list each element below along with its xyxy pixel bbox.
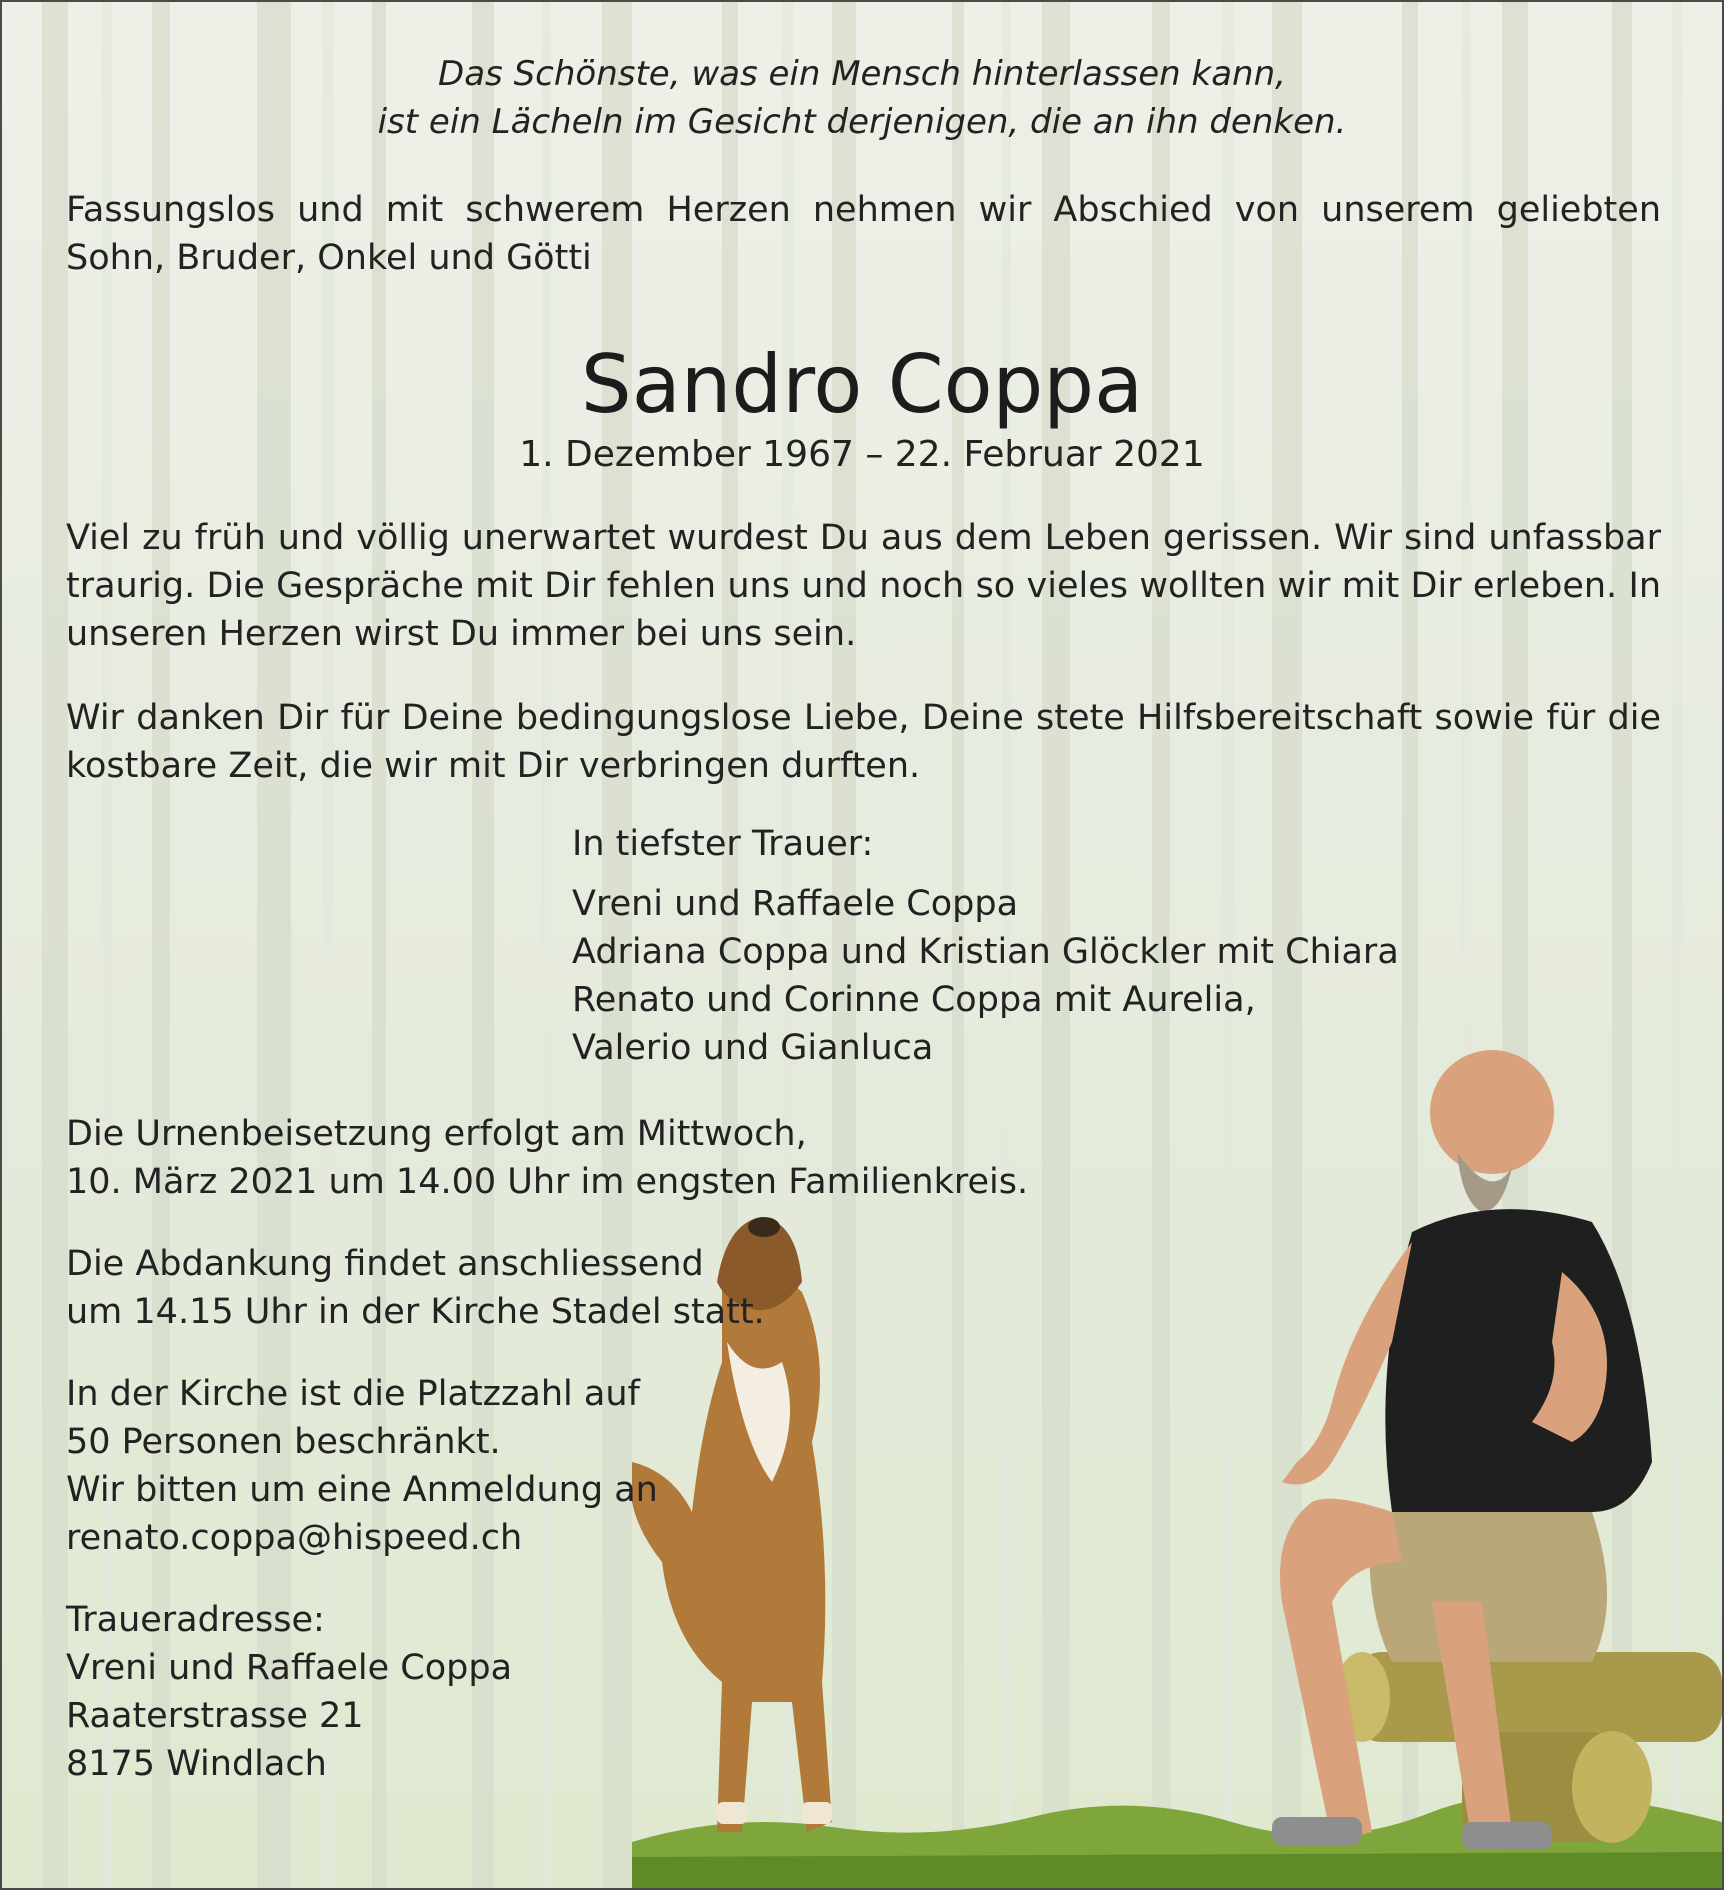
registration-line-1: In der Kirche ist die Platzzahl auf bbox=[66, 1374, 640, 1414]
intro-text: Fassungslos und mit schwerem Herzen nehmen wir Abschied von unserem geliebten Sohn, Bruder, Onkel und Götti bbox=[66, 190, 1661, 278]
motto-line-1: Das Schönste, was ein Mensch hinterlassen kann, bbox=[438, 54, 1286, 94]
deceased-name: Sandro Coppa bbox=[580, 338, 1144, 431]
address-name: Vreni und Raffaele Coppa bbox=[66, 1648, 513, 1688]
service-line-1: Die Abdankung findet anschliessend bbox=[66, 1244, 704, 1284]
mourner-line: Adriana Coppa und Kristian Glöckler mit Chiara bbox=[572, 932, 1399, 972]
address-street: Raaterstrasse 21 bbox=[66, 1696, 364, 1736]
urn-burial-line-1: Die Urnenbeisetzung erfolgt am Mittwoch, bbox=[66, 1114, 807, 1154]
mourner-line: Valerio und Gianluca bbox=[572, 1028, 934, 1068]
address-city: 8175 Windlach bbox=[66, 1744, 327, 1784]
mourners-heading: In tiefster Trauer: bbox=[572, 824, 874, 864]
life-dates: 1. Dezember 1967 – 22. Februar 2021 bbox=[519, 434, 1205, 475]
mourner-line: Renato und Corinne Coppa mit Aurelia, bbox=[572, 980, 1256, 1020]
registration-email: renato.coppa@hispeed.ch bbox=[66, 1518, 523, 1558]
mourner-line: Vreni und Raffaele Coppa bbox=[572, 884, 1019, 924]
registration-line-3: Wir bitten um eine Anmeldung an bbox=[66, 1470, 658, 1510]
tribute-paragraph: Viel zu früh und völlig unerwartet wurdest Du aus dem Leben gerissen. Wir sind unfassbar traurig. Die Gespräche mit Dir fehlen uns und noch so vieles wollten wir mit Dir erleben. In unseren Herzen wirst Du immer bei uns sein. bbox=[66, 518, 1661, 654]
service-line-2: um 14.15 Uhr in der Kirche Stadel statt. bbox=[66, 1292, 765, 1332]
thanks-paragraph: Wir danken Dir für Deine bedingungslose Liebe, Deine stete Hilfsbereitschaft sowie für die kostbare Zeit, die wir mit Dir verbringen durften. bbox=[66, 698, 1661, 786]
motto-line-2: ist ein Lächeln im Gesicht derjenigen, die an ihn denken. bbox=[377, 102, 1347, 142]
address-heading: Traueradresse: bbox=[66, 1600, 325, 1640]
urn-burial-line-2: 10. März 2021 um 14.00 Uhr im engsten Familienkreis. bbox=[66, 1162, 1029, 1202]
registration-line-2: 50 Personen beschränkt. bbox=[66, 1422, 501, 1462]
